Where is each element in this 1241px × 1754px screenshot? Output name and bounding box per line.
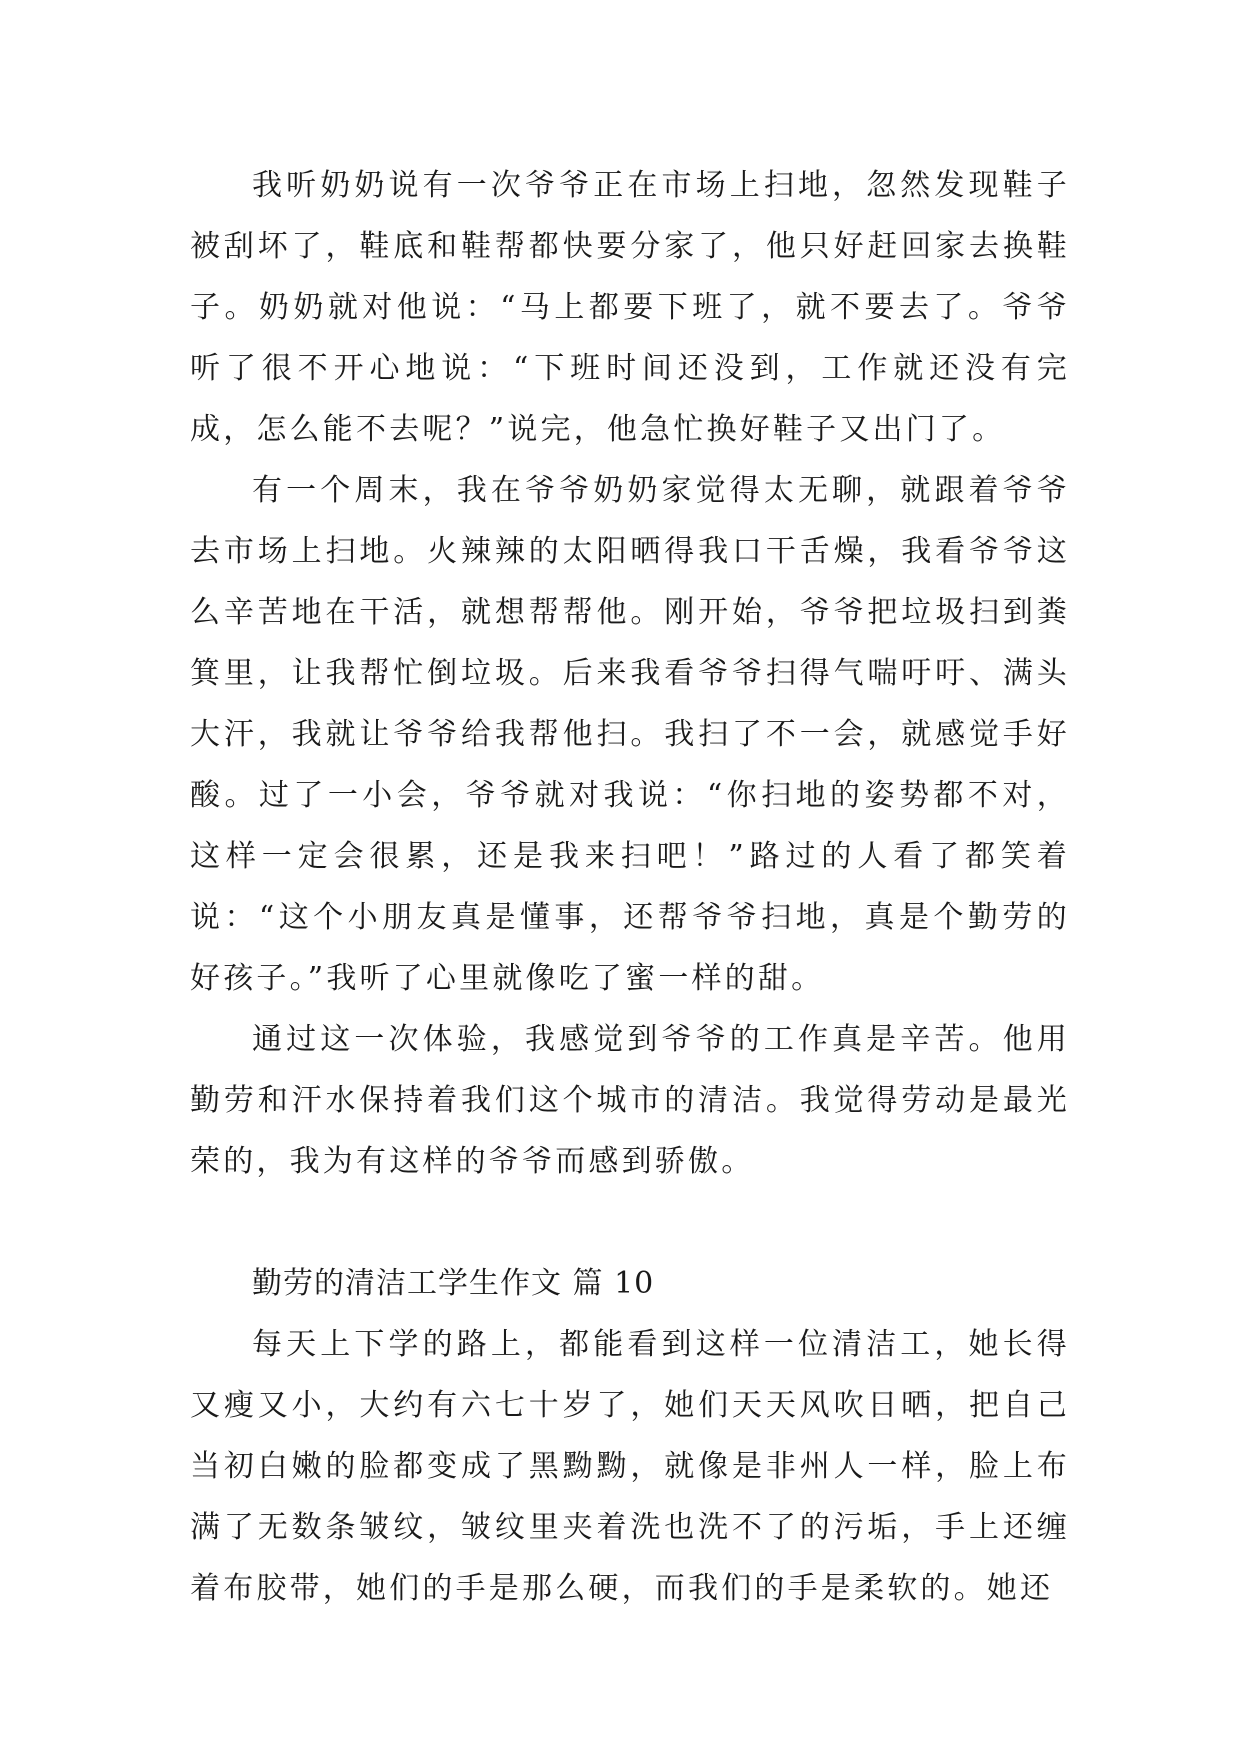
paragraph-conclusion: 通过这一次体验，我感觉到爷爷的工作真是辛苦。他用勤劳和汗水保持着我们这个城市的清洁。我觉得劳动是最光荣的，我为有这样的爷爷而感到骄傲。 [190,1022,1070,1179]
paragraph-weekend-sweeping: 有一个周末，我在爷爷奶奶家觉得太无聊，就跟着爷爷去市场上扫地。火辣辣的太阳晒得我口干舌燥，我看爷爷这么辛苦地在干活，就想帮帮他。刚开始，爷爷把垃圾扫到粪箕里，让我帮忙倒垃圾。后来我看爷爷扫得气喘吁吁、满头大汗，我就让爷爷给我帮他扫。我扫了不一会，就感觉手好酸。过了一小会，爷爷就对我说：“你扫地的姿势都不对，这样一定会很累，还是我来扫吧！”路过的人看了都笑着说：“这个小朋友真是懂事，还帮爷爷扫地，真是个勤劳的好孩子。”我听了心里就像吃了蜜一样的甜。 [190,473,1070,996]
paragraph-cleaner-description: 每天上下学的路上，都能看到这样一位清洁工，她长得又瘦又小，大约有六七十岁了，她们天天风吹日晒，把自己当初白嫩的脸都变成了黑黝黝，就像是非州人一样，脸上布满了无数条皱纹，皱纹里夹着洗也洗不了的污垢，手上还缠着布胶带，她们的手是那么硬，而我们的手是柔软的。她还 [190,1327,1070,1606]
paragraph-grandpa-shoes: 我听奶奶说有一次爷爷正在市场上扫地，忽然发现鞋子被刮坏了，鞋底和鞋帮都快要分家了，他只好赶回家去换鞋子。奶奶就对他说：“马上都要下班了，就不要去了。爷爷听了很不开心地说：“下班时间还没到，工作就还没有完成，怎么能不去呢？”说完，他急忙换好鞋子又出门了。 [190,168,1070,447]
document-body [190,155,1070,1619]
section-title: 勤劳的清洁工学生作文 篇 10 [252,1266,655,1301]
